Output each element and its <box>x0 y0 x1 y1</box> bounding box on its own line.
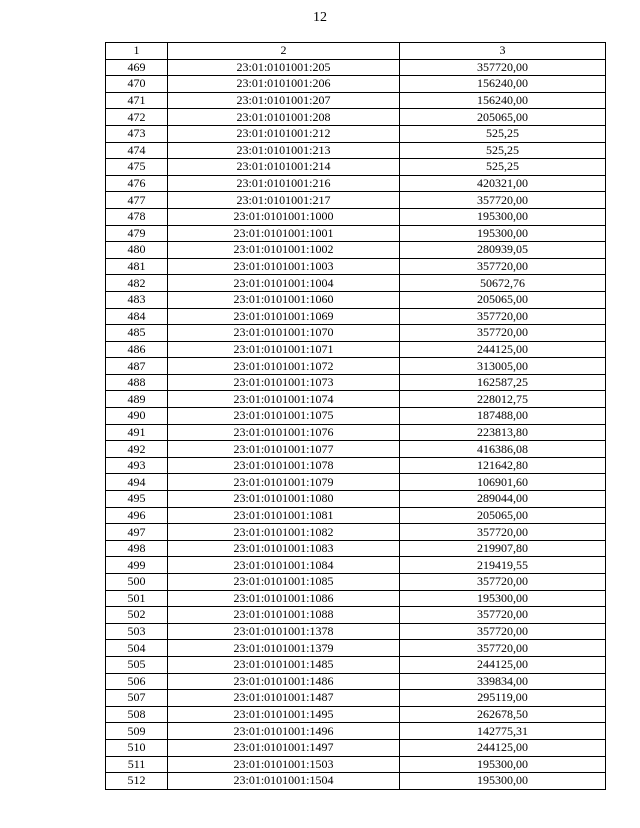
cadastral-value-cell: 156240,00 <box>400 92 606 109</box>
cadastral-value-cell: 205065,00 <box>400 291 606 308</box>
cadastral-number-cell: 23:01:0101001:1086 <box>168 590 400 607</box>
cadastral-number-cell: 23:01:0101001:1078 <box>168 457 400 474</box>
cadastral-value-cell: 289044,00 <box>400 491 606 508</box>
cadastral-number-cell: 23:01:0101001:1083 <box>168 540 400 557</box>
table-row <box>106 590 606 607</box>
cadastral-number-cell: 23:01:0101001:217 <box>168 192 400 209</box>
table-row <box>106 540 606 557</box>
cadastral-value-cell: 357720,00 <box>400 308 606 325</box>
table-row <box>106 706 606 723</box>
cadastral-value-cell: 357720,00 <box>400 574 606 591</box>
table-row <box>106 723 606 740</box>
cadastral-number-cell: 23:01:0101001:1003 <box>168 258 400 275</box>
row-number-cell: 507 <box>106 690 168 707</box>
cadastral-number-cell: 23:01:0101001:1495 <box>168 706 400 723</box>
row-number-cell: 476 <box>106 175 168 192</box>
table-row <box>106 507 606 524</box>
row-number-cell: 486 <box>106 341 168 358</box>
table-row <box>106 623 606 640</box>
row-number-cell: 499 <box>106 557 168 574</box>
cadastral-value-cell: 525,25 <box>400 125 606 142</box>
cadastral-value-cell: 357720,00 <box>400 325 606 342</box>
cadastral-number-cell: 23:01:0101001:1072 <box>168 358 400 375</box>
table-row <box>106 175 606 192</box>
cadastral-value-cell: 219419,55 <box>400 557 606 574</box>
table-row <box>106 275 606 292</box>
cadastral-value-cell: 280939,05 <box>400 242 606 259</box>
row-number-cell: 508 <box>106 706 168 723</box>
table-row <box>106 109 606 126</box>
row-number-cell: 484 <box>106 308 168 325</box>
table-row <box>106 258 606 275</box>
table-row <box>106 739 606 756</box>
cadastral-value-cell: 244125,00 <box>400 739 606 756</box>
cadastral-value-cell: 357720,00 <box>400 59 606 76</box>
cadastral-number-cell: 23:01:0101001:1060 <box>168 291 400 308</box>
row-number-cell: 482 <box>106 275 168 292</box>
cadastral-number-cell: 23:01:0101001:212 <box>168 125 400 142</box>
row-number-cell: 509 <box>106 723 168 740</box>
table-row <box>106 656 606 673</box>
row-number-cell: 492 <box>106 441 168 458</box>
cadastral-number-cell: 23:01:0101001:1486 <box>168 673 400 690</box>
column-header-1: 1 <box>106 43 168 60</box>
row-number-cell: 472 <box>106 109 168 126</box>
cadastral-value-table <box>105 42 606 790</box>
cadastral-value-cell: 195300,00 <box>400 225 606 242</box>
cadastral-value-cell: 121642,80 <box>400 457 606 474</box>
row-number-cell: 498 <box>106 540 168 557</box>
cadastral-value-cell: 262678,50 <box>400 706 606 723</box>
cadastral-value-cell: 339834,00 <box>400 673 606 690</box>
row-number-cell: 496 <box>106 507 168 524</box>
cadastral-value-cell: 195300,00 <box>400 208 606 225</box>
table-row <box>106 291 606 308</box>
table-row <box>106 208 606 225</box>
row-number-cell: 487 <box>106 358 168 375</box>
row-number-cell: 469 <box>106 59 168 76</box>
row-number-cell: 474 <box>106 142 168 159</box>
table-row <box>106 308 606 325</box>
cadastral-value-cell: 142775,31 <box>400 723 606 740</box>
cadastral-number-cell: 23:01:0101001:1088 <box>168 607 400 624</box>
table-row <box>106 491 606 508</box>
cadastral-number-cell: 23:01:0101001:213 <box>168 142 400 159</box>
row-number-cell: 470 <box>106 76 168 93</box>
cadastral-number-cell: 23:01:0101001:1076 <box>168 424 400 441</box>
table-row <box>106 358 606 375</box>
cadastral-number-cell: 23:01:0101001:1004 <box>168 275 400 292</box>
cadastral-number-cell: 23:01:0101001:1073 <box>168 374 400 391</box>
row-number-cell: 475 <box>106 159 168 176</box>
cadastral-value-cell: 162587,25 <box>400 374 606 391</box>
table-row <box>106 341 606 358</box>
cadastral-value-cell: 106901,60 <box>400 474 606 491</box>
table-row <box>106 408 606 425</box>
cadastral-value-cell: 223813,80 <box>400 424 606 441</box>
table-row <box>106 574 606 591</box>
column-header-2: 2 <box>168 43 400 60</box>
row-number-cell: 506 <box>106 673 168 690</box>
row-number-cell: 490 <box>106 408 168 425</box>
row-number-cell: 510 <box>106 739 168 756</box>
cadastral-number-cell: 23:01:0101001:1000 <box>168 208 400 225</box>
row-number-cell: 473 <box>106 125 168 142</box>
table-row <box>106 59 606 76</box>
row-number-cell: 497 <box>106 524 168 541</box>
cadastral-number-cell: 23:01:0101001:1081 <box>168 507 400 524</box>
table-row <box>106 142 606 159</box>
cadastral-number-cell: 23:01:0101001:205 <box>168 59 400 76</box>
cadastral-value-cell: 357720,00 <box>400 258 606 275</box>
table-row <box>106 92 606 109</box>
cadastral-value-cell: 219907,80 <box>400 540 606 557</box>
row-number-cell: 479 <box>106 225 168 242</box>
cadastral-value-cell: 244125,00 <box>400 656 606 673</box>
cadastral-value-cell: 228012,75 <box>400 391 606 408</box>
cadastral-number-cell: 23:01:0101001:214 <box>168 159 400 176</box>
cadastral-value-cell: 416386,08 <box>400 441 606 458</box>
cadastral-value-cell: 205065,00 <box>400 507 606 524</box>
cadastral-value-cell: 525,25 <box>400 159 606 176</box>
row-number-cell: 481 <box>106 258 168 275</box>
table-row <box>106 756 606 773</box>
table-row <box>106 773 606 790</box>
row-number-cell: 471 <box>106 92 168 109</box>
page-number: 12 <box>313 10 327 25</box>
row-number-cell: 485 <box>106 325 168 342</box>
row-number-cell: 483 <box>106 291 168 308</box>
cadastral-number-cell: 23:01:0101001:1082 <box>168 524 400 541</box>
cadastral-value-cell: 357720,00 <box>400 640 606 657</box>
row-number-cell: 478 <box>106 208 168 225</box>
table-row <box>106 76 606 93</box>
cadastral-number-cell: 23:01:0101001:207 <box>168 92 400 109</box>
cadastral-number-cell: 23:01:0101001:1084 <box>168 557 400 574</box>
cadastral-value-cell: 205065,00 <box>400 109 606 126</box>
cadastral-number-cell: 23:01:0101001:1497 <box>168 739 400 756</box>
cadastral-number-cell: 23:01:0101001:1069 <box>168 308 400 325</box>
table-row <box>106 673 606 690</box>
row-number-cell: 495 <box>106 491 168 508</box>
cadastral-number-cell: 23:01:0101001:1085 <box>168 574 400 591</box>
cadastral-number-cell: 23:01:0101001:206 <box>168 76 400 93</box>
row-number-cell: 504 <box>106 640 168 657</box>
table-row <box>106 424 606 441</box>
table-row <box>106 125 606 142</box>
table-row <box>106 457 606 474</box>
cadastral-number-cell: 23:01:0101001:1075 <box>168 408 400 425</box>
row-number-cell: 488 <box>106 374 168 391</box>
row-number-cell: 493 <box>106 457 168 474</box>
row-number-cell: 494 <box>106 474 168 491</box>
cadastral-number-cell: 23:01:0101001:1485 <box>168 656 400 673</box>
cadastral-value-cell: 295119,00 <box>400 690 606 707</box>
cadastral-value-cell: 195300,00 <box>400 756 606 773</box>
table-row <box>106 391 606 408</box>
table-row <box>106 474 606 491</box>
row-number-cell: 489 <box>106 391 168 408</box>
cadastral-number-cell: 23:01:0101001:1079 <box>168 474 400 491</box>
cadastral-value-cell: 357720,00 <box>400 607 606 624</box>
cadastral-number-cell: 23:01:0101001:1074 <box>168 391 400 408</box>
table-row <box>106 640 606 657</box>
table-row <box>106 242 606 259</box>
row-number-cell: 505 <box>106 656 168 673</box>
table-row <box>106 374 606 391</box>
row-number-cell: 511 <box>106 756 168 773</box>
cadastral-value-cell: 50672,76 <box>400 275 606 292</box>
table-body <box>106 59 606 789</box>
cadastral-number-cell: 23:01:0101001:1077 <box>168 441 400 458</box>
cadastral-number-cell: 23:01:0101001:208 <box>168 109 400 126</box>
table-row <box>106 557 606 574</box>
row-number-cell: 501 <box>106 590 168 607</box>
row-number-cell: 491 <box>106 424 168 441</box>
cadastral-value-cell: 195300,00 <box>400 773 606 790</box>
cadastral-number-cell: 23:01:0101001:216 <box>168 175 400 192</box>
column-header-3: 3 <box>400 43 606 60</box>
cadastral-value-cell: 313005,00 <box>400 358 606 375</box>
cadastral-number-cell: 23:01:0101001:1071 <box>168 341 400 358</box>
row-number-cell: 500 <box>106 574 168 591</box>
cadastral-value-cell: 187488,00 <box>400 408 606 425</box>
table-row <box>106 225 606 242</box>
cadastral-value-cell: 420321,00 <box>400 175 606 192</box>
cadastral-number-cell: 23:01:0101001:1496 <box>168 723 400 740</box>
cadastral-value-cell: 357720,00 <box>400 623 606 640</box>
cadastral-value-cell: 357720,00 <box>400 192 606 209</box>
cadastral-number-cell: 23:01:0101001:1504 <box>168 773 400 790</box>
cadastral-value-cell: 525,25 <box>400 142 606 159</box>
table-row <box>106 690 606 707</box>
cadastral-number-cell: 23:01:0101001:1002 <box>168 242 400 259</box>
cadastral-value-cell: 156240,00 <box>400 76 606 93</box>
cadastral-value-cell: 244125,00 <box>400 341 606 358</box>
table-row <box>106 192 606 209</box>
row-number-cell: 512 <box>106 773 168 790</box>
cadastral-number-cell: 23:01:0101001:1001 <box>168 225 400 242</box>
cadastral-value-cell: 195300,00 <box>400 590 606 607</box>
row-number-cell: 480 <box>106 242 168 259</box>
table-row <box>106 441 606 458</box>
cadastral-number-cell: 23:01:0101001:1070 <box>168 325 400 342</box>
cadastral-value-cell: 357720,00 <box>400 524 606 541</box>
table-row <box>106 524 606 541</box>
table-row <box>106 159 606 176</box>
row-number-cell: 502 <box>106 607 168 624</box>
row-number-cell: 477 <box>106 192 168 209</box>
cadastral-number-cell: 23:01:0101001:1487 <box>168 690 400 707</box>
cadastral-number-cell: 23:01:0101001:1378 <box>168 623 400 640</box>
cadastral-number-cell: 23:01:0101001:1379 <box>168 640 400 657</box>
table-row <box>106 607 606 624</box>
cadastral-number-cell: 23:01:0101001:1080 <box>168 491 400 508</box>
cadastral-number-cell: 23:01:0101001:1503 <box>168 756 400 773</box>
table-row <box>106 325 606 342</box>
row-number-cell: 503 <box>106 623 168 640</box>
table-header-row <box>106 43 606 60</box>
